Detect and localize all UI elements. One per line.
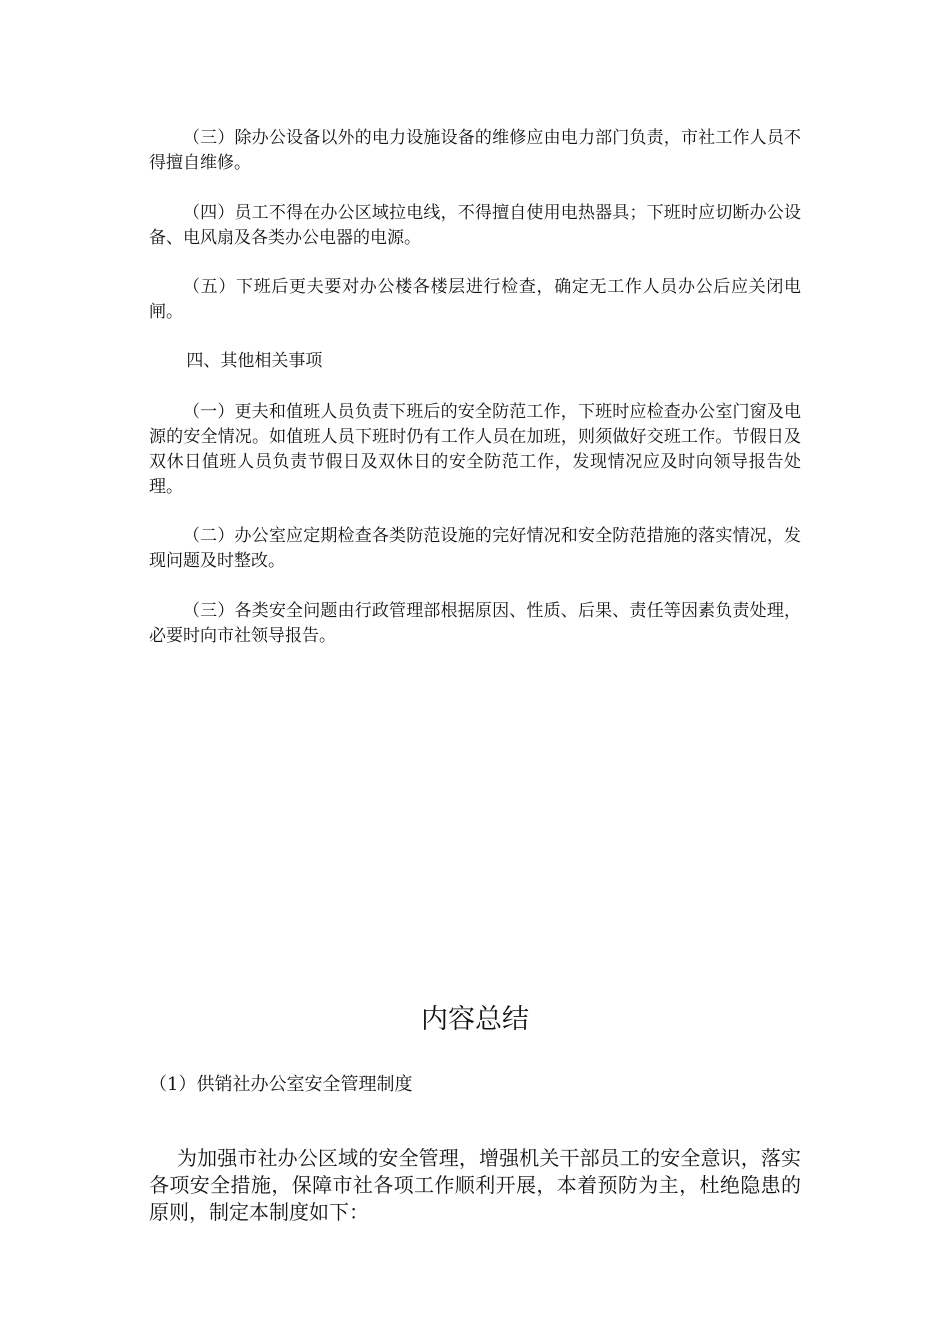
paragraph-3-admin-handling: （三）各类安全问题由行政管理部根据原因、性质、后果、责任等因素负责处理，必要时向市社领导报告。 <box>149 601 801 646</box>
summary-subtitle: （1）供销社办公室安全管理制度 <box>149 1074 413 1095</box>
paragraph-2-office-inspection: （二）办公室应定期检查各类防范设施的完好情况和安全防范措施的落实情况，发现问题及时整改。 <box>149 526 801 571</box>
paragraph-1-duty-staff: （一）更夫和值班人员负责下班后的安全防范工作，下班时应检查办公室门窗及电源的安全情况。如值班人员下班时仍有工作人员在加班，则须做好交班工作。节假日及双休日值班人员负责节假日及双休日的安全防范工作，发现情况应及时向领导报告处理。 <box>149 402 801 497</box>
section-heading-other-matters: 四、其他相关事项 <box>186 351 323 371</box>
summary-title: 内容总结 <box>421 1004 529 1035</box>
summary-body: 为加强市社办公区域的安全管理，增强机关干部员工的安全意识，落实各项安全措施，保障市社各项工作顺利开展，本着预防为主，杜绝隐患的原则，制定本制度如下： <box>149 1146 801 1224</box>
paragraph-4-no-wiring: （四）员工不得在办公区域拉电线，不得擅自使用电热器具；下班时应切断办公设备、电风扇及各类办公电器的电源。 <box>149 203 801 248</box>
paragraph-5-floor-check: （五）下班后更夫要对办公楼各楼层进行检查，确定无工作人员办公后应关闭电闸。 <box>149 277 801 322</box>
paragraph-3-electrical-repair: （三）除办公设备以外的电力设施设备的维修应由电力部门负责，市社工作人员不得擅自维修。 <box>149 128 801 173</box>
